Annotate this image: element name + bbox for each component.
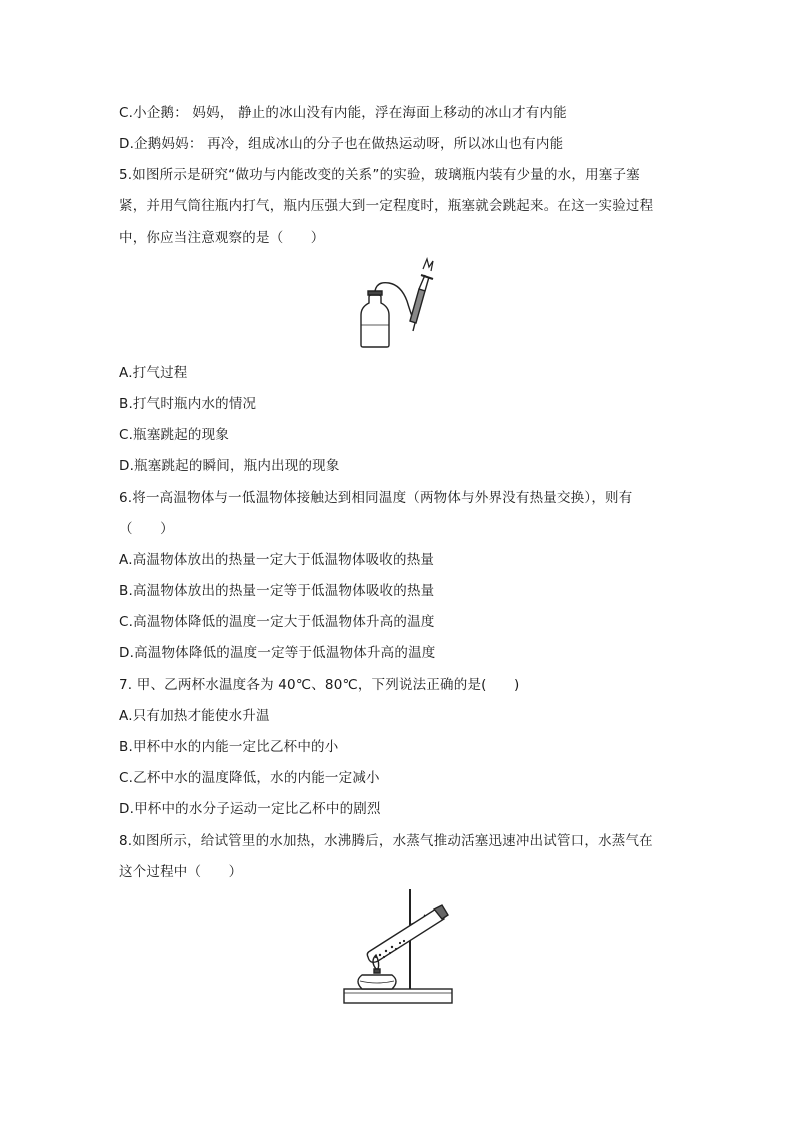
q5-stem-line-1: 5.如图所示是研究“做功与内能改变的关系”的实验，玻璃瓶内装有少量的水，用塞子塞 <box>119 167 640 183</box>
q8-stem-line-2: 这个过程中（ ） <box>119 864 243 880</box>
bottle-pump-figure <box>355 255 440 350</box>
q5-stem-line-3: 中，你应当注意观察的是（ ） <box>119 230 325 246</box>
test-tube-heating-figure <box>340 885 458 1013</box>
q6-option-a: A.高温物体放出的热量一定大于低温物体吸收的热量 <box>119 552 435 568</box>
q6-stem-line-1: 6.将一高温物体与一低温物体接触达到相同温度（两物体与外界没有热量交换），则有 <box>119 490 633 506</box>
q5-stem-line-2: 紧，并用气筒往瓶内打气，瓶内压强大到一定程度时，瓶塞就会跳起来。在这一实验过程 <box>119 198 654 214</box>
q5-option-a: A.打气过程 <box>119 365 188 381</box>
q4-option-c: C.小企鹅： 妈妈， 静止的冰山没有内能，浮在海面上移动的冰山才有内能 <box>119 105 567 121</box>
q7-option-c: C.乙杯中水的温度降低，水的内能一定减小 <box>119 770 380 786</box>
q6-stem-line-2: （ ） <box>119 521 174 537</box>
q5-option-d: D.瓶塞跳起的瞬间，瓶内出现的现象 <box>119 458 340 474</box>
q7-option-a: A.只有加热才能使水升温 <box>119 708 270 724</box>
q8-stem-line-1: 8.如图所示，给试管里的水加热，水沸腾后，水蒸气推动活塞迅速冲出试管口，水蒸气在 <box>119 833 653 849</box>
q5-option-c: C.瓶塞跳起的现象 <box>119 427 230 443</box>
q6-option-b: B.高温物体放出的热量一定等于低温物体吸收的热量 <box>119 583 435 599</box>
q6-option-c: C.高温物体降低的温度一定大于低温物体升高的温度 <box>119 614 435 630</box>
q6-option-d: D.高温物体降低的温度一定等于低温物体升高的温度 <box>119 645 436 661</box>
q5-option-b: B.打气时瓶内水的情况 <box>119 396 257 412</box>
q7-option-d: D.甲杯中的水分子运动一定比乙杯中的剧烈 <box>119 801 381 817</box>
q7-option-b: B.甲杯中水的内能一定比乙杯中的小 <box>119 739 339 755</box>
q7-stem: 7. 甲、乙两杯水温度各为 40℃、80℃，下列说法正确的是( ) <box>119 677 520 693</box>
q4-option-d: D.企鹅妈妈： 再冷，组成冰山的分子也在做热运动呀，所以冰山也有内能 <box>119 136 564 152</box>
